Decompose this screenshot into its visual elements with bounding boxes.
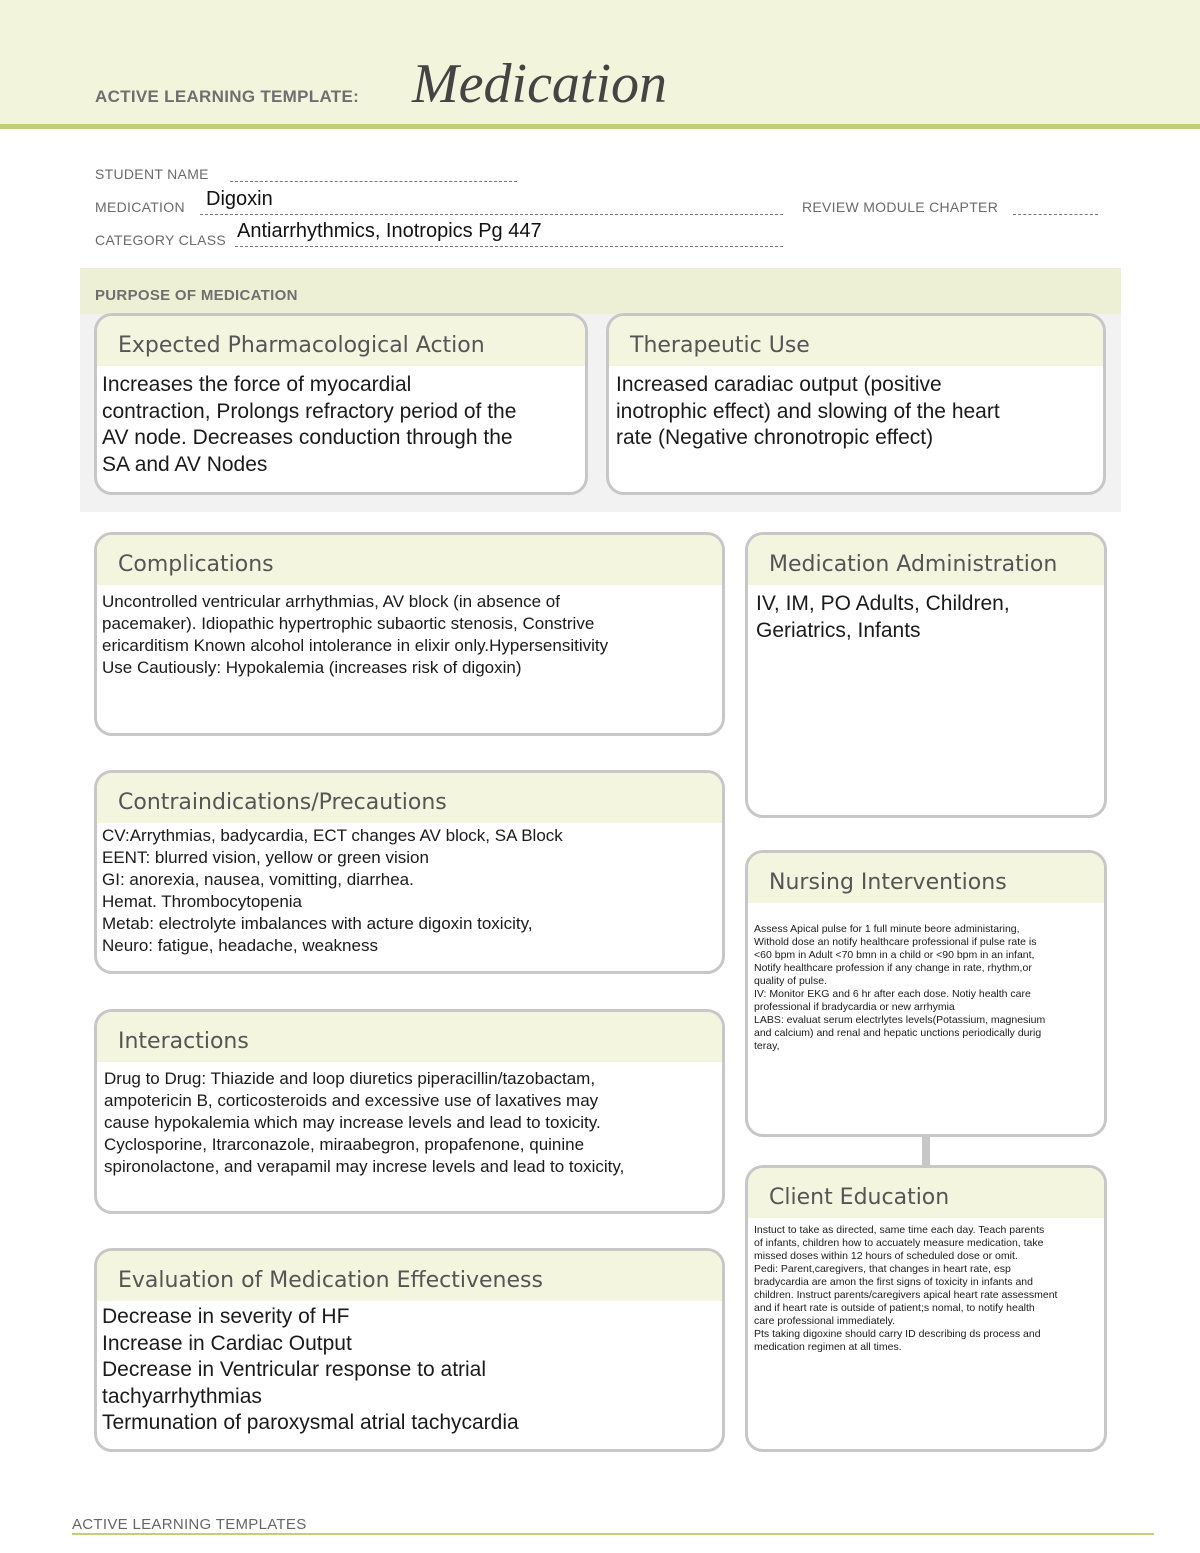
header-divider bbox=[0, 124, 1200, 129]
evaluation-text: Decrease in severity of HF Increase in Cardiac Output Decrease in Ventricular response to atrial tachyarrhythmias Termunation of paroxysmal atrial tachycardia bbox=[102, 1305, 519, 1434]
student-name-label: STUDENT NAME bbox=[95, 166, 209, 182]
administration-box[interactable] bbox=[745, 532, 1107, 818]
administration-text: IV, IM, PO Adults, Children, Geriatrics, Infants bbox=[756, 592, 1010, 642]
category-class-line bbox=[235, 246, 783, 247]
client-education-title: Client Education bbox=[769, 1185, 950, 1210]
client-education-header bbox=[748, 1168, 1104, 1218]
therapeutic-use-box[interactable] bbox=[606, 313, 1106, 495]
complications-text: Uncontrolled ventricular arrhythmias, AV block (in absence of pacemaker). Idiopathic hypertrophic subaortic stenosis, Constrive ericarditism Known alcohol intolerance in elixir only.Hypersensitivity Use Cautiously: Hypokalemia (increases risk of digoxin) bbox=[102, 592, 609, 677]
administration-header bbox=[748, 535, 1104, 585]
interactions-box[interactable] bbox=[94, 1009, 725, 1214]
contraindications-header bbox=[97, 773, 722, 823]
contraindications-text: CV:Arrythmias, badycardia, ECT changes AV block, SA Block EENT: blurred vision, yellow or green vision GI: anorexia, nausea, vomitting, diarrhea. Hemat. Thrombocytopenia Metab: electrolyte imbalances with acture digoxin toxicity, Neuro: fatigue, headache, weakness bbox=[102, 826, 563, 955]
contraindications-box[interactable] bbox=[94, 770, 725, 974]
review-module-line bbox=[1013, 214, 1098, 215]
therapeutic-use-header bbox=[609, 316, 1103, 366]
therapeutic-use-text: Increased caradiac output (positive inotrophic effect) and slowing of the heart rate (Negative chronotropic effect) bbox=[616, 373, 1000, 449]
complications-header bbox=[97, 535, 722, 585]
interactions-header bbox=[97, 1012, 722, 1062]
expected-action-text: Increases the force of myocardial contraction, Prolongs refractory period of the AV node. Decreases conduction through the SA and AV Nodes bbox=[102, 373, 517, 476]
box-connector bbox=[922, 1135, 930, 1167]
evaluation-box[interactable] bbox=[94, 1248, 725, 1452]
category-class-label: CATEGORY CLASS bbox=[95, 232, 227, 248]
template-title: Medication bbox=[412, 53, 668, 115]
evaluation-header bbox=[97, 1251, 722, 1301]
category-class-field[interactable]: Antiarrhythmics, Inotropics Pg 447 bbox=[237, 220, 542, 242]
expected-action-box[interactable] bbox=[94, 313, 588, 495]
complications-title: Complications bbox=[118, 552, 274, 577]
nursing-interventions-title: Nursing Interventions bbox=[769, 870, 1007, 895]
contraindications-title: Contraindications/Precautions bbox=[118, 790, 447, 815]
nursing-interventions-text: Assess Apical pulse for 1 full minute beore administaring, Withold dose an notify healthcare professional if pulse rate is <60 bpm in Adult <70 bmn in a child or <90 bpm in an infant, Notify healthcare profession if any change in rate, rhythm,or quality of pulse. IV: Monitor EKG and 6 hr after each dose. Notiy health care professional if bradycardia or new arrhymia LABS: evaluat serum electrlytes levels(Potassium, magnesium and calcium) and renal and hepatic unctions periodically durig teray, bbox=[754, 923, 1046, 1052]
medication-field[interactable]: Digoxin bbox=[206, 188, 273, 210]
medication-label: MEDICATION bbox=[95, 199, 185, 215]
purpose-header bbox=[80, 268, 1121, 314]
footer-divider bbox=[72, 1533, 1154, 1535]
medication-line bbox=[200, 214, 783, 215]
expected-action-title: Expected Pharmacological Action bbox=[118, 333, 485, 358]
evaluation-title: Evaluation of Medication Effectiveness bbox=[118, 1268, 543, 1293]
complications-box[interactable] bbox=[94, 532, 725, 736]
interactions-text: Drug to Drug: Thiazide and loop diuretics piperacillin/tazobactam, ampotericin B, corticosteroids and excessive use of laxatives may cause hypokalemia which may increase levels and lead to toxicity. Cyclosporine, Itrarconazole, miraabegron, propafenone, quinine spironolactone, and verapamil may increse levels and lead to toxicity, bbox=[104, 1069, 625, 1176]
client-education-box[interactable] bbox=[745, 1165, 1107, 1452]
nursing-interventions-header bbox=[748, 853, 1104, 903]
review-module-label: REVIEW MODULE CHAPTER bbox=[802, 199, 999, 215]
nursing-interventions-box[interactable] bbox=[745, 850, 1107, 1137]
template-label: ACTIVE LEARNING TEMPLATE: bbox=[95, 87, 360, 106]
therapeutic-use-title: Therapeutic Use bbox=[630, 333, 810, 358]
administration-title: Medication Administration bbox=[769, 552, 1058, 577]
footer-label: ACTIVE LEARNING TEMPLATES bbox=[72, 1516, 307, 1533]
interactions-title: Interactions bbox=[118, 1029, 249, 1054]
client-education-text: Instuct to take as directed, same time each day. Teach parents of infants, children how to accuately measure medication, take missed doses within 12 hours of scheduled dose or omit. Pedi: Parent,caregivers, that changes in heart rate, esp bradycardia are amon the first signs of toxicity in infants and children. Instruct parents/caregivers apical heart rate assessment and if heart rate is outside of patient;s nomal, to notify health care professional immediately. Pts taking digoxine should carry ID describing ds process and medication regimen at all times. bbox=[754, 1224, 1058, 1353]
purpose-title: PURPOSE OF MEDICATION bbox=[95, 287, 298, 304]
expected-action-header bbox=[97, 316, 585, 366]
student-name-line bbox=[230, 181, 517, 182]
